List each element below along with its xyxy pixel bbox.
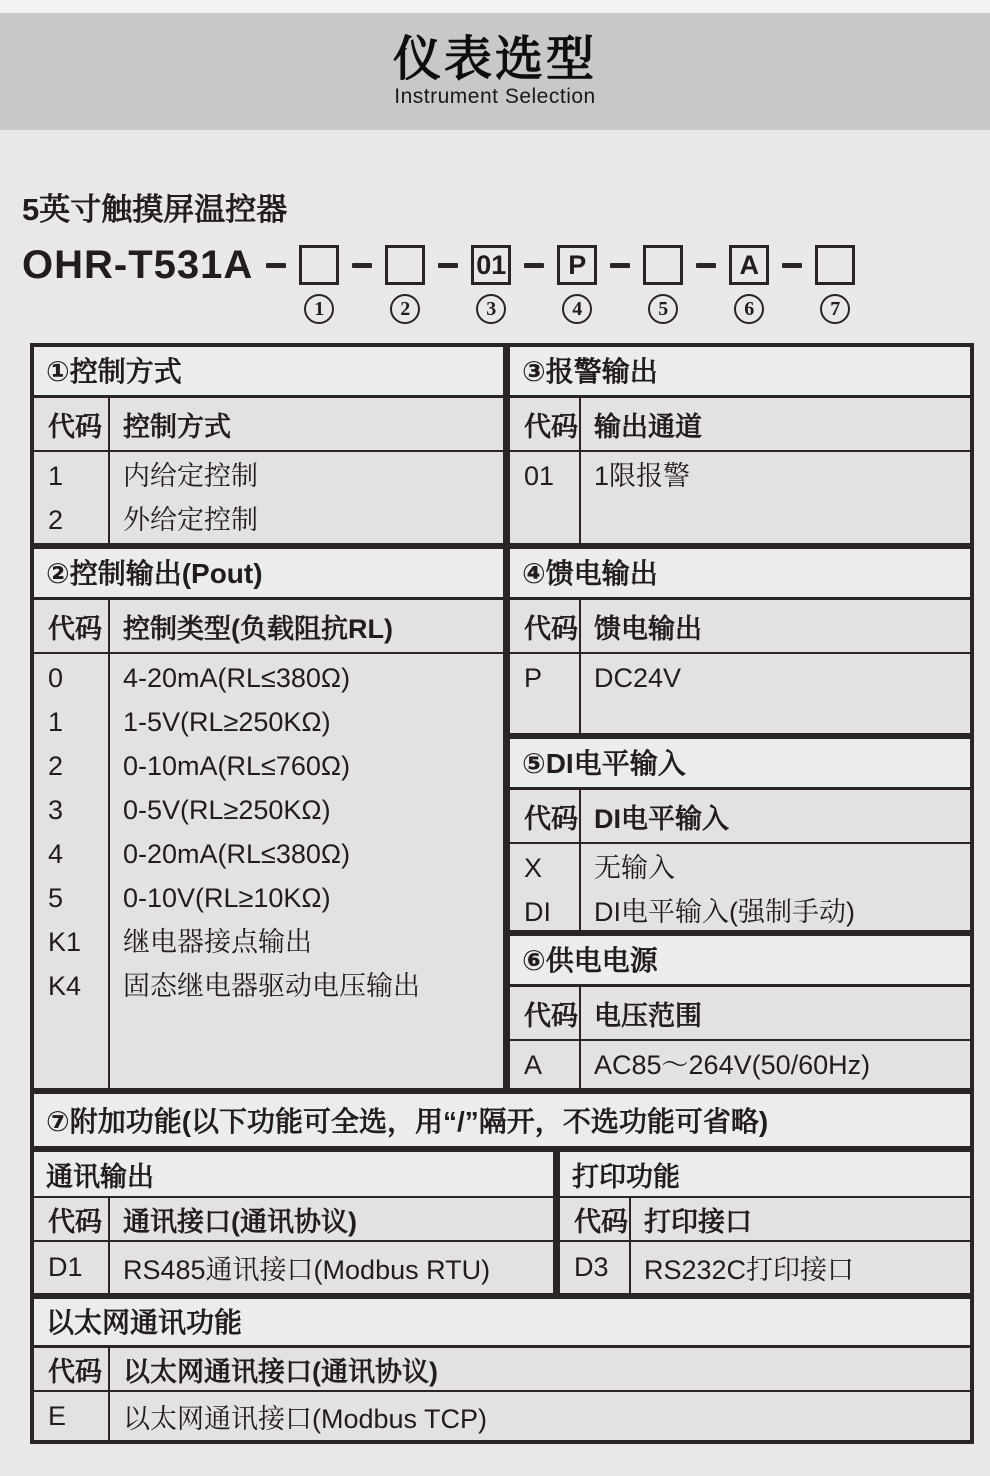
code-value: D1 [34,1242,110,1293]
model-slot-box-6 [729,245,769,320]
slot-number-4: 4 [562,294,592,324]
left-column [34,347,510,1088]
column-header-row [560,1198,970,1242]
code-value: DI [524,897,551,927]
slot-number-5: 5 [648,294,678,324]
section-control-mode [34,347,503,543]
desc-value: 0-10mA(RL≤760Ω) [123,751,351,781]
dash-separator [438,263,458,268]
section-title: ②控制输出(Pout) [34,549,503,600]
code-value: D3 [560,1242,631,1293]
desc-value: 0-5V(RL≥250KΩ) [123,795,331,825]
desc-value: 继电器接点输出 [123,927,312,957]
dash-separator [524,263,544,268]
desc-value: 1-5V(RL≥250KΩ) [123,707,331,737]
desc-value: 外给定控制 [123,505,258,535]
section-title: ④馈电输出 [510,549,970,600]
section-body [510,654,970,733]
model-slot-box-7 [815,245,855,320]
code-value: 1 [48,461,64,491]
comm-output-title: 通讯输出 [34,1152,553,1198]
label-column-header: 通讯接口(通讯协议) [123,1206,357,1237]
section-additional-functions-title: ⑦附加功能(以下功能可全选，用“/”隔开，不选功能可省略) [34,1094,970,1146]
label-column-header: 打印接口 [644,1206,752,1237]
code-cell [510,844,581,934]
column-header-row [510,398,970,452]
desc-value: 以太网通讯接口(Modbus TCP) [123,1403,488,1434]
model-slot-box-4 [557,245,597,320]
code-cell [34,452,110,543]
code-cell [510,654,581,733]
column-header-row [34,1198,553,1242]
desc-cell [581,844,970,934]
section-title: ⑤DI电平输入 [510,739,970,790]
slot-number-2: 2 [390,294,420,324]
section-body [34,654,503,1088]
section-alarm-output [510,347,970,543]
code-column-header: 代码 [560,1198,631,1240]
code-cell [510,1041,581,1088]
code-value: K4 [48,971,82,1001]
code-value: 01 [524,461,555,491]
desc-value: RS485通讯接口(Modbus RTU) [123,1255,491,1285]
code-column-header: 代码 [510,600,581,652]
top-strip [0,0,990,13]
model-slot-value-3: 01 [476,249,507,280]
desc-cell [110,654,503,1088]
desc-value: RS232C打印接口 [644,1255,855,1285]
model-slot-box-3 [471,245,511,320]
page-title: 仪表选型 [392,32,597,86]
column-header-row [510,600,970,654]
data-row [34,1392,970,1440]
code-value: 5 [48,883,64,913]
section-di-input [510,739,970,930]
section-control-output [34,549,503,1088]
section-body [34,452,503,543]
slot-number-1: 1 [304,294,334,324]
desc-value: 4-20mA(RL≤380Ω) [123,663,351,693]
desc-value: 0-10V(RL≥10KΩ) [123,883,331,913]
model-prefix: OHR-T531A [22,242,254,287]
code-column-header: 代码 [34,600,110,652]
column-header-row [34,600,503,654]
section-title: ③报警输出 [510,347,970,398]
section-power-supply [510,936,970,1088]
label-column-header: 馈电输出 [594,614,702,644]
selection-table-upper [34,347,970,1088]
print-function-block [560,1152,970,1293]
code-value: K1 [48,927,82,957]
code-column-header: 代码 [510,790,581,842]
code-value: 2 [48,751,64,781]
comm-output-block [34,1152,560,1293]
dash-separator [352,263,372,268]
model-code-line [22,242,974,320]
code-value: E [34,1392,110,1440]
code-value: 0 [48,663,64,693]
section-title: ①控制方式 [34,347,503,398]
dash-separator [696,263,716,268]
desc-value: 内给定控制 [123,461,258,491]
model-slot-value-4: P [568,249,587,280]
label-column-header: 控制类型(负载阻抗RL) [123,614,393,644]
slot-number-3: 3 [476,294,506,324]
code-column-header: 代码 [34,398,110,450]
dash-separator [782,263,802,268]
desc-value: DC24V [594,663,682,693]
code-column-header: 代码 [510,398,581,450]
product-name: 5英寸触摸屏温控器 [22,192,288,227]
ethernet-block [34,1299,970,1440]
code-column-header: 代码 [510,987,581,1039]
desc-cell [110,452,503,543]
slot-number-7: 7 [820,294,850,324]
desc-cell [581,654,970,733]
section-body [510,844,970,934]
code-cell [34,654,110,1088]
code-value: 1 [48,707,64,737]
code-column-header: 代码 [34,1348,110,1390]
code-cell [510,452,581,543]
code-value: 3 [48,795,64,825]
data-row [560,1242,970,1293]
column-header-row [34,1348,970,1392]
column-header-row [34,398,503,452]
desc-value: 无输入 [594,853,675,883]
model-slot-box-5 [643,245,683,320]
section-body [510,1041,970,1088]
code-value: P [524,663,543,693]
model-slot-box-1 [299,245,339,320]
desc-value: 1限报警 [594,461,691,491]
desc-value: 固态继电器驱动电压输出 [123,971,420,1001]
section-title: ⑥供电电源 [510,936,970,987]
page-header [0,13,990,130]
model-slot-value-6: A [739,249,760,280]
selection-table [30,343,974,1444]
dash-separator [266,263,286,268]
code-value: A [524,1050,543,1080]
desc-value: DI电平输入(强制手动) [594,897,855,927]
label-column-header: 以太网通讯接口(通讯协议) [123,1356,438,1387]
slot-number-6: 6 [734,294,764,324]
dash-separator [610,263,630,268]
section-feed-output [510,549,970,733]
desc-value: AC85～264V(50/60Hz) [594,1050,871,1080]
code-value: X [524,853,543,883]
data-row [34,1242,553,1293]
print-function-title: 打印功能 [560,1152,970,1198]
page-subtitle: Instrument Selection [394,85,596,109]
selection-table-lower [34,1152,970,1293]
label-column-header: DI电平输入 [594,804,729,834]
desc-cell [581,1041,970,1088]
desc-value: 0-20mA(RL≤380Ω) [123,839,351,869]
ethernet-title: 以太网通讯功能 [34,1299,970,1348]
label-column-header: 输出通道 [594,412,702,442]
column-header-row [510,790,970,844]
code-value: 4 [48,839,64,869]
label-column-header: 控制方式 [123,412,231,442]
label-column-header: 电压范围 [594,1001,702,1031]
content-area [0,184,990,1444]
code-column-header: 代码 [34,1198,110,1240]
right-column [510,347,970,1088]
section-body [510,452,970,543]
column-header-row [510,987,970,1041]
desc-cell [581,452,970,543]
model-slot-box-2 [385,245,425,320]
code-value: 2 [48,505,64,535]
